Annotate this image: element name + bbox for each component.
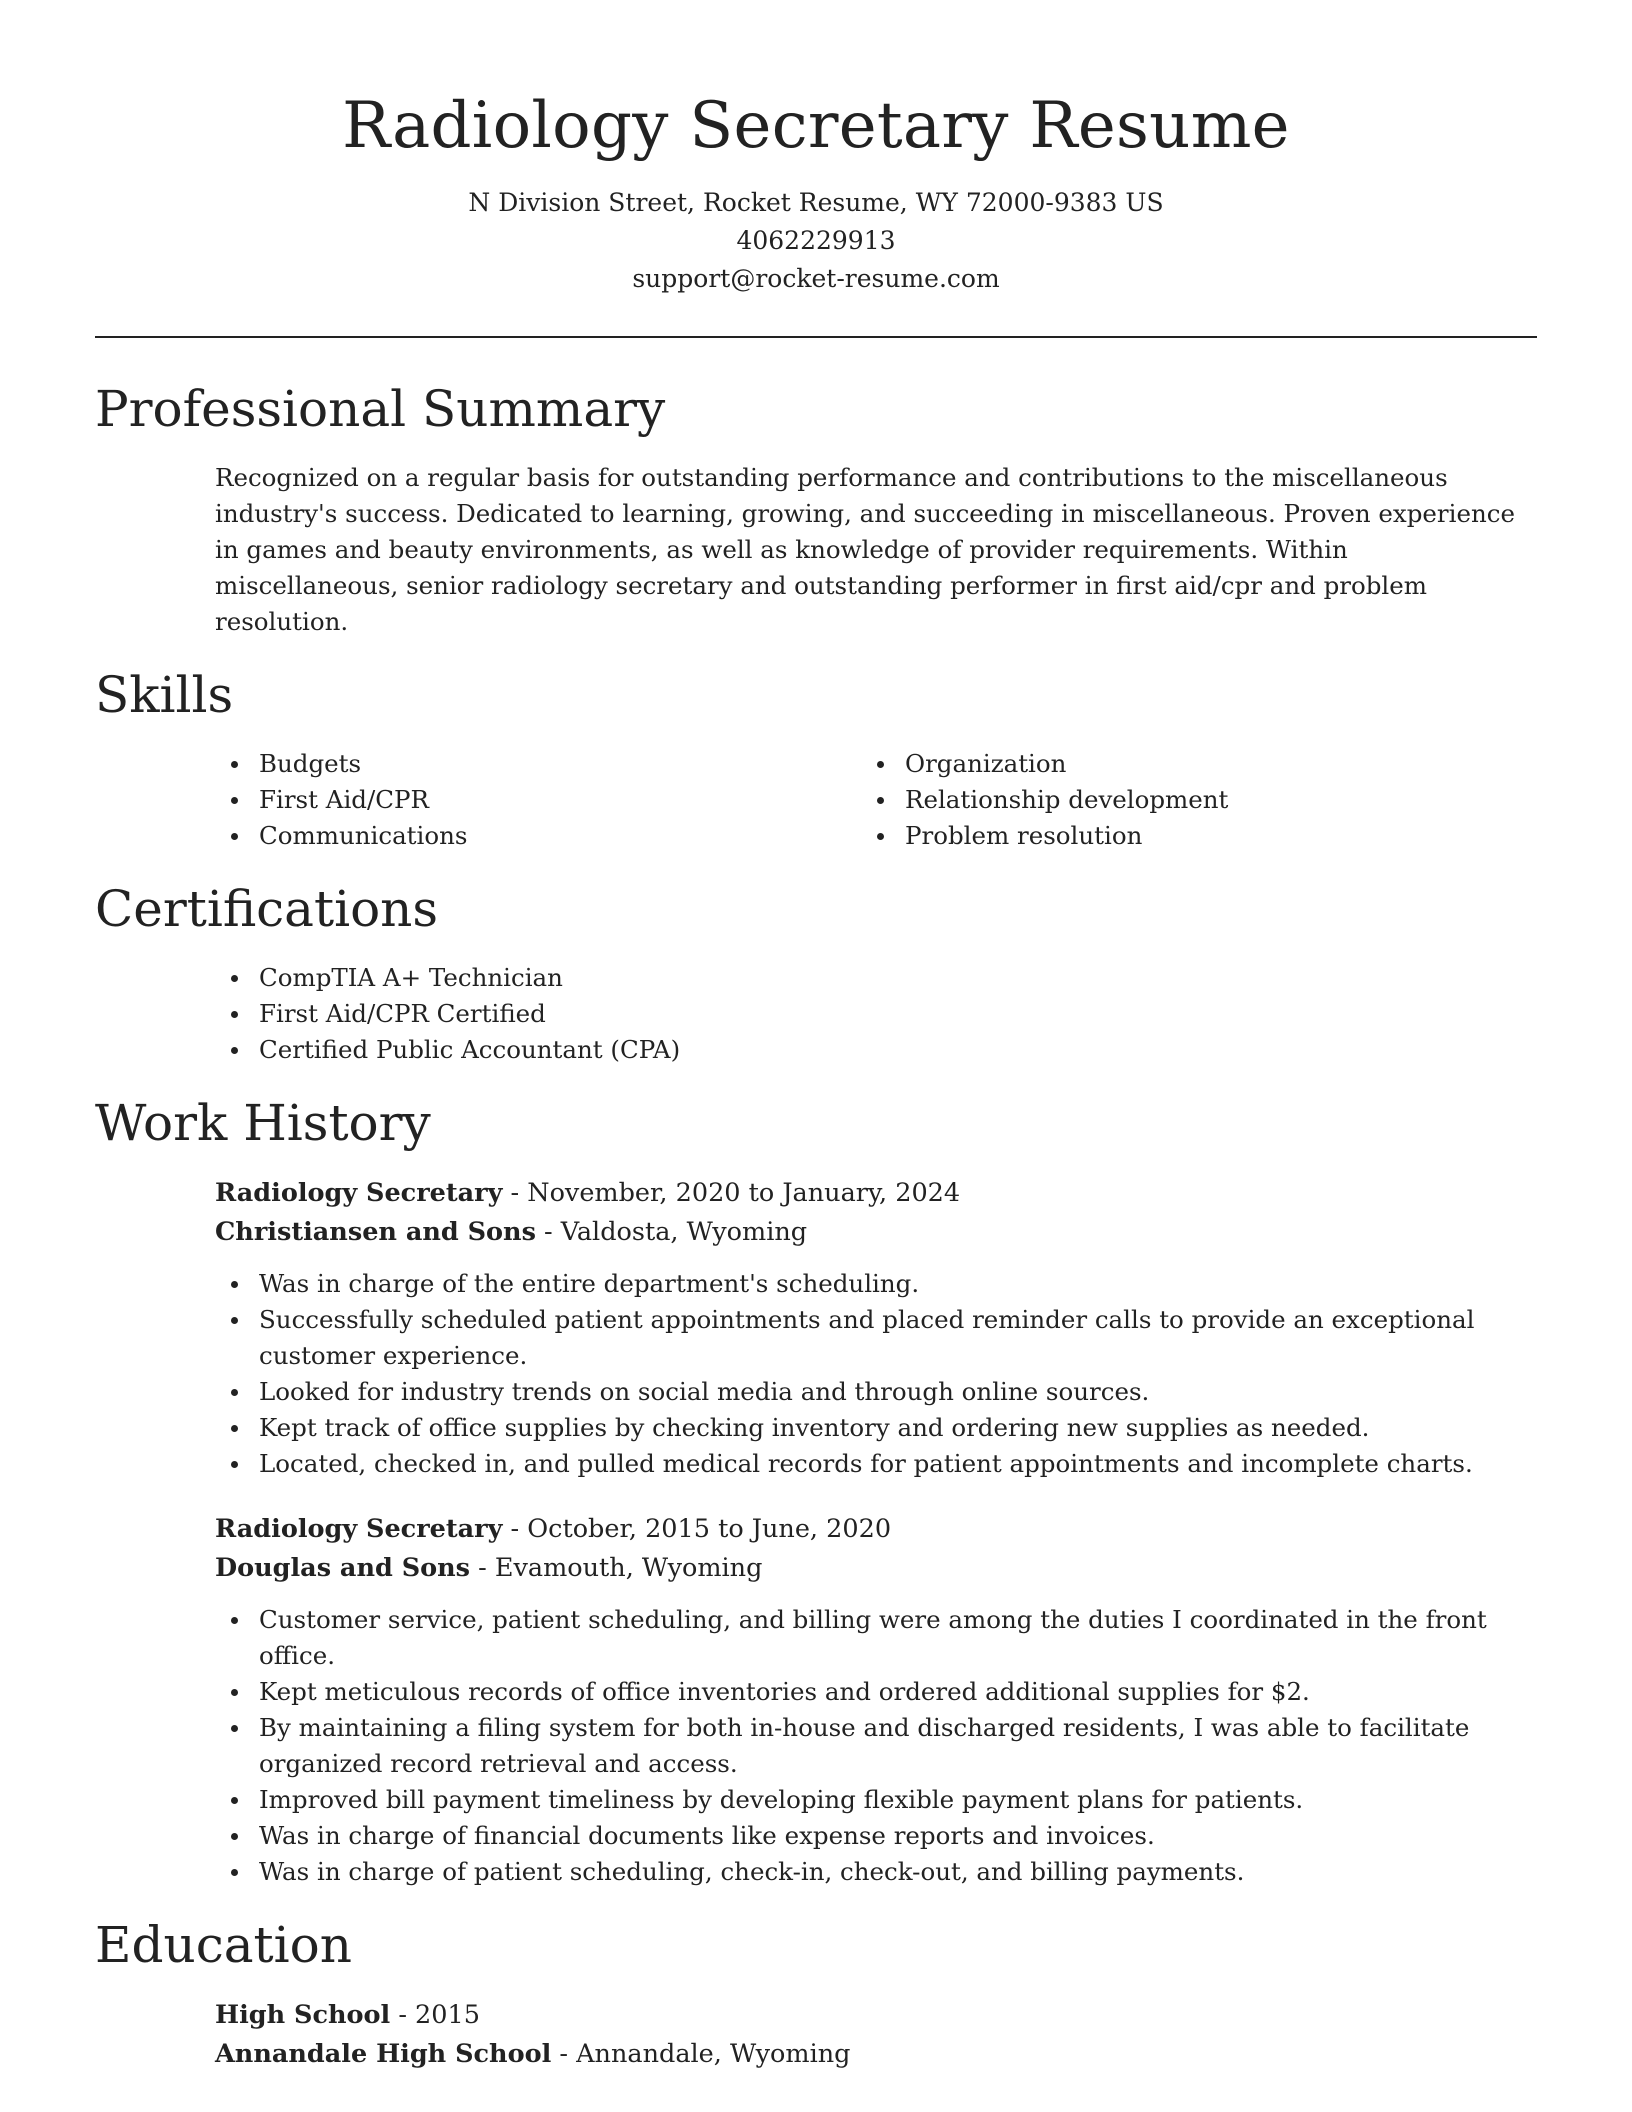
skill-item: Communications xyxy=(259,818,861,854)
summary-heading: Professional Summary xyxy=(95,380,666,438)
job-location: Evamouth, Wyoming xyxy=(494,1553,763,1583)
duty-item: By maintaining a filing system for both in-house and discharged residents, I was able to facilitate organized record retrieval and access. xyxy=(259,1710,1537,1782)
skill-item: Problem resolution xyxy=(905,818,1507,854)
job-entry xyxy=(95,1174,1537,1482)
job-entry xyxy=(95,1510,1537,1890)
job-dates: November, 2020 to January, 2024 xyxy=(527,1178,961,1208)
separator: - xyxy=(502,1178,528,1208)
duty-item: Located, checked in, and pulled medical records for patient appointments and incomplete charts. xyxy=(259,1446,1537,1482)
separator: - xyxy=(551,2039,577,2069)
skill-item: Budgets xyxy=(259,746,861,782)
duty-item: Successfully scheduled patient appointments and placed reminder calls to provide an exceptional customer experience. xyxy=(259,1302,1537,1374)
separator: - xyxy=(502,1514,528,1544)
graduation-year: 2015 xyxy=(415,2000,480,2030)
separator: - xyxy=(535,1217,561,1247)
resume-title: Radiology Secretary Resume xyxy=(342,89,1290,163)
certifications-heading: Certifications xyxy=(95,880,439,938)
skills-column-left xyxy=(215,746,861,854)
job-company-line xyxy=(215,1213,1537,1252)
skills-list xyxy=(95,746,1537,854)
education-section xyxy=(95,1912,1537,2074)
skill-item: First Aid/CPR xyxy=(259,782,861,818)
work-history-section xyxy=(95,1090,1537,1890)
phone: 4062229913 xyxy=(736,226,896,255)
certifications-section xyxy=(95,876,1537,1068)
duty-item: Was in charge of the entire department's scheduling. xyxy=(259,1266,1537,1302)
certification-item: First Aid/CPR Certified xyxy=(259,996,1537,1032)
skill-item: Organization xyxy=(905,746,1507,782)
skills-heading: Skills xyxy=(95,666,234,724)
certification-item: Certified Public Accountant (CPA) xyxy=(259,1032,1537,1068)
duty-item: Was in charge of patient scheduling, check-in, check-out, and billing payments. xyxy=(259,1854,1537,1890)
separator: - xyxy=(390,2000,416,2030)
email: support@rocket-resume.com xyxy=(632,264,1000,293)
resume-header xyxy=(95,0,1537,298)
job-duties xyxy=(215,1266,1537,1482)
education-heading: Education xyxy=(95,1916,352,1974)
job-company-line xyxy=(215,1549,1537,1588)
certification-item: CompTIA A+ Technician xyxy=(259,960,1537,996)
school-location: Annandale, Wyoming xyxy=(576,2039,851,2069)
education-entry xyxy=(95,1996,1537,2074)
company-name: Douglas and Sons xyxy=(215,1553,471,1583)
duty-item: Kept track of office supplies by checking inventory and ordering new supplies as needed. xyxy=(259,1410,1537,1446)
company-name: Christiansen and Sons xyxy=(215,1217,536,1247)
job-dates: October, 2015 to June, 2020 xyxy=(527,1514,892,1544)
duty-item: Improved bill payment timeliness by developing flexible payment plans for patients. xyxy=(259,1782,1537,1818)
job-title-line xyxy=(215,1174,1537,1213)
duty-item: Kept meticulous records of office inventories and ordered additional supplies for $2. xyxy=(259,1674,1537,1710)
summary-text: Recognized on a regular basis for outstanding performance and contributions to the miscellaneous industry's success. Dedicated to learning, growing, and succeeding in miscellaneous. Proven experience in games and beauty environments, as well as knowledge of provider requirements. Within miscellaneous, senior radiology secretary and outstanding performer in first aid/cpr and problem resolution. xyxy=(215,463,1515,636)
duty-item: Customer service, patient scheduling, and billing were among the duties I coordinated in the front office. xyxy=(259,1602,1537,1674)
certifications-list xyxy=(215,960,1537,1068)
degree-line xyxy=(215,1996,1537,2035)
work-history-heading: Work History xyxy=(95,1094,431,1152)
contact-info xyxy=(95,184,1537,298)
skill-item: Relationship development xyxy=(905,782,1507,818)
job-duties xyxy=(215,1602,1537,1890)
school-name: Annandale High School xyxy=(215,2039,552,2069)
school-line xyxy=(215,2035,1537,2074)
skills-section xyxy=(95,662,1537,854)
header-divider xyxy=(95,336,1537,338)
separator: - xyxy=(470,1553,495,1583)
job-title-line xyxy=(215,1510,1537,1549)
duty-item: Looked for industry trends on social media and through online sources. xyxy=(259,1374,1537,1410)
duty-item: Was in charge of financial documents like expense reports and invoices. xyxy=(259,1818,1537,1854)
skills-column-right xyxy=(861,746,1507,854)
job-title: Radiology Secretary xyxy=(215,1514,503,1544)
job-title: Radiology Secretary xyxy=(215,1178,503,1208)
address: N Division Street, Rocket Resume, WY 72000-9383 US xyxy=(468,188,1164,217)
degree: High School xyxy=(215,2000,391,2030)
summary-section xyxy=(95,376,1537,640)
job-location: Valdosta, Wyoming xyxy=(560,1217,808,1247)
